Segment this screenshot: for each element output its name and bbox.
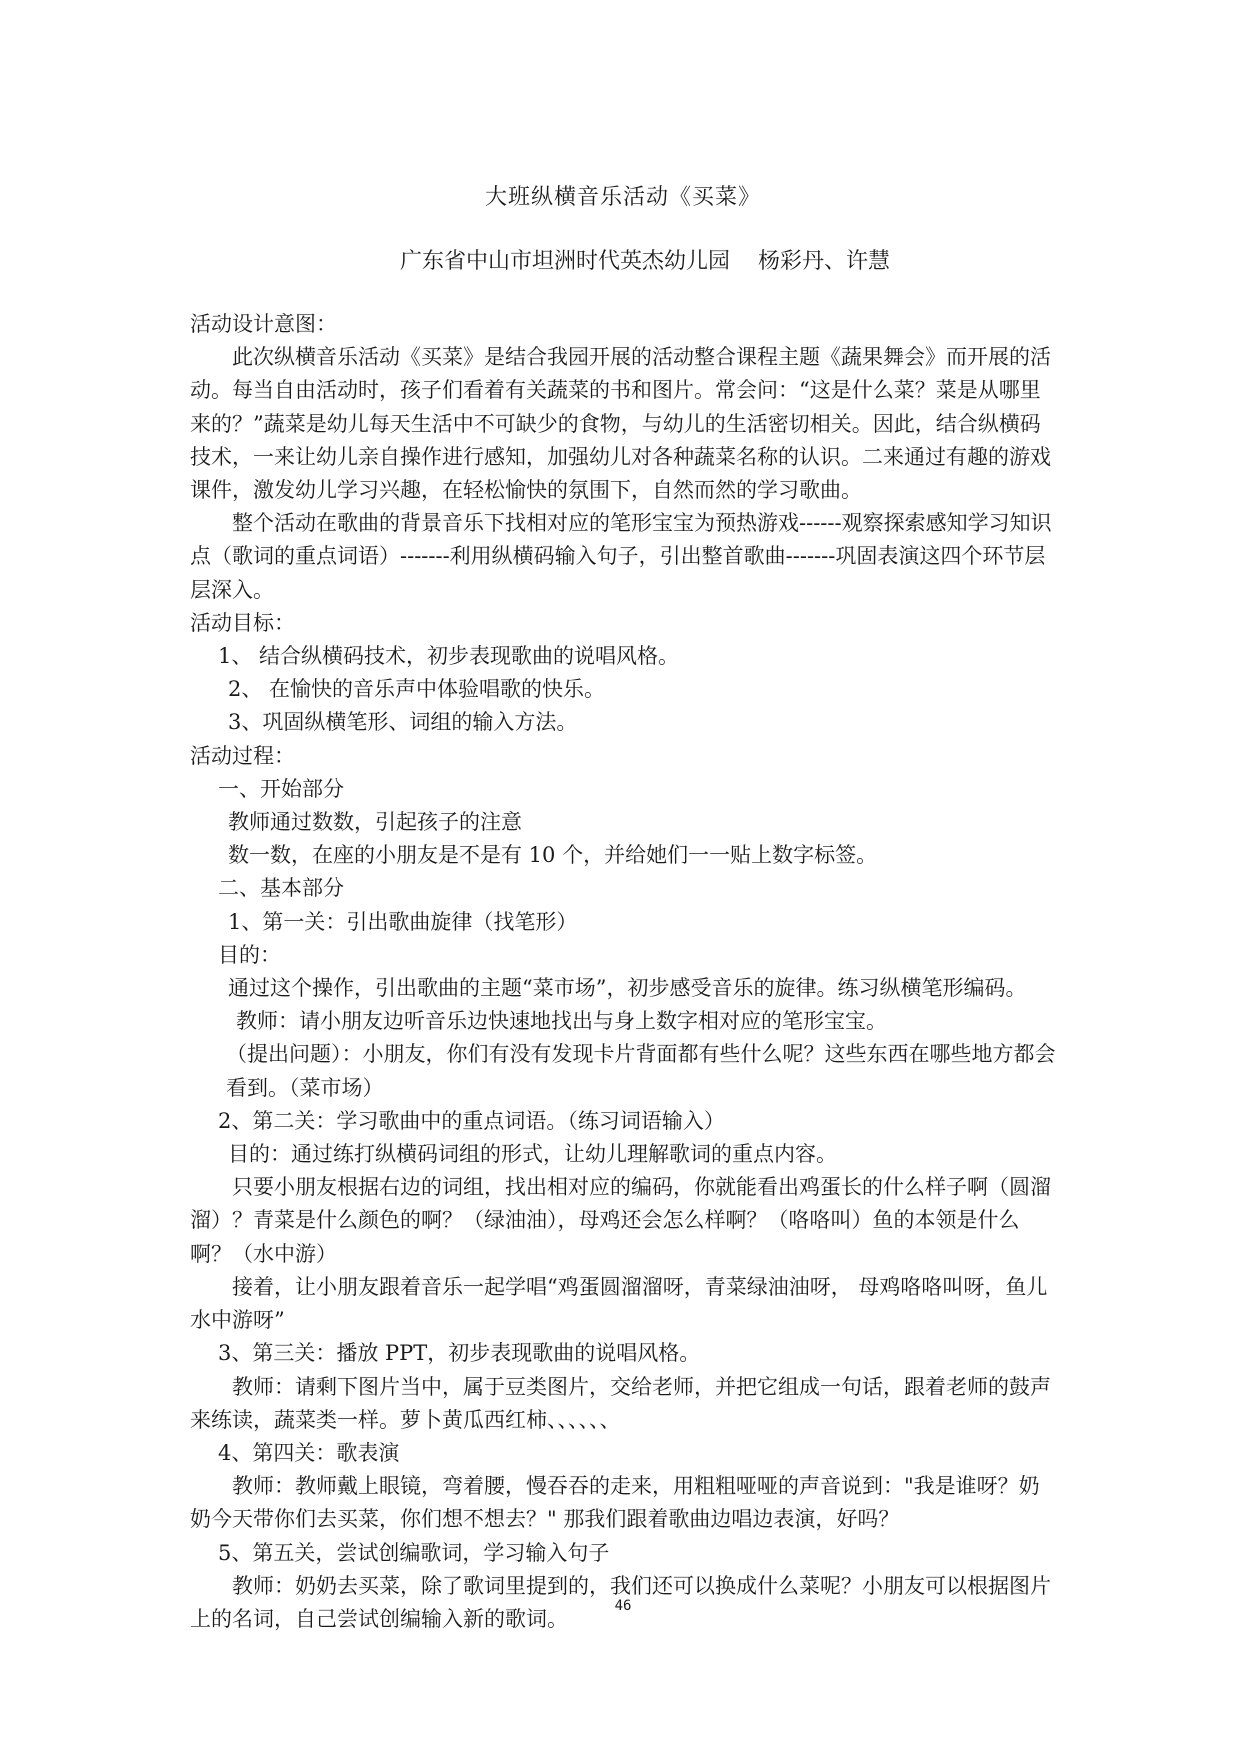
document-title: 大班纵横音乐活动《买菜》 xyxy=(484,185,761,210)
paragraph: 一、开始部分 xyxy=(218,776,344,801)
paragraph: 2、 在愉快的音乐声中体验唱歌的快乐。 xyxy=(228,677,606,702)
paragraph: 教师：请剩下图片当中，属于豆类图片，交给老师，并把它组成一句话，跟着老师的鼓声来练读，蔬菜类一样。萝卜黄瓜西红柿、、、、、、 xyxy=(190,1374,1051,1432)
paragraph: 2、第二关：学习歌曲中的重点词语。（练习词语输入） xyxy=(218,1108,725,1133)
paragraph: 二、基本部分 xyxy=(218,876,344,901)
paragraph: 教师：奶奶去买菜，除了歌词里提到的，我们还可以换成什么菜呢？小朋友可以根据图片上的名词，自己尝试创编输入新的歌词。 xyxy=(190,1573,1051,1631)
paragraph: 1、 结合纵横码技术，初步表现歌曲的说唱风格。 xyxy=(218,644,680,669)
paragraph: 活动设计意图： xyxy=(190,312,337,336)
paragraph: 此次纵横音乐活动《买菜》是结合我园开展的活动整合课程主题《蔬果舞会》而开展的活动。每当自由活动时，孩子们看着有关蔬菜的书和图片。常会问：“这是什么菜？菜是从哪里来的？”蔬菜是幼儿每天生活中不可缺少的食物，与幼儿的生活密切相关。因此，结合纵横码技术，一来让幼儿亲自操作进行感知，加强幼儿对各种蔬菜名称的认识。二来通过有趣的游戏课件，激发幼儿学习兴趣，在轻松愉快的氛围下，自然而然的学习歌曲。 xyxy=(190,345,1051,503)
paragraph: 目的：通过练打纵横码词组的形式，让幼儿理解歌词的重点内容。 xyxy=(228,1142,837,1167)
paragraph: 整个活动在歌曲的背景音乐下找相对应的笔形宝宝为预热游戏------观察探索感知学习知识点（歌词的重点词语）-------利用纵横码输入句子，引出整首歌曲-------巩固表演这四个环节层层深入。 xyxy=(190,511,1052,602)
page-number: 46 xyxy=(614,1598,632,1614)
paragraph: 活动过程： xyxy=(190,743,295,768)
paragraph: 只要小朋友根据右边的词组，找出相对应的编码，你就能看出鸡蛋长的什么样子啊（圆溜溜）？青菜是什么颜色的啊？（绿油油），母鸡还会怎么样啊？（咯咯叫）鱼的本领是什么啊？（水中游） xyxy=(190,1175,1051,1266)
document-body xyxy=(190,308,1060,1636)
paragraph: 3、第三关：播放 PPT，初步表现歌曲的说唱风格。 xyxy=(218,1341,701,1366)
paragraph: 目的： xyxy=(218,942,281,967)
paragraph: 教师：教师戴上眼镜，弯着腰，慢吞吞的走来，用粗粗哑哑的声音说到："我是谁呀？奶奶今天带你们去买菜，你们想不想去？" 那我们跟着歌曲边唱边表演，好吗？ xyxy=(190,1474,1040,1532)
paragraph: 5、第五关，尝试创编歌词，学习输入句子 xyxy=(218,1540,610,1565)
paragraph: 接着，让小朋友跟着音乐一起学唱“鸡蛋圆溜溜呀，青菜绿油油呀， 母鸡咯咯叫呀，鱼儿水中游呀” xyxy=(190,1274,1048,1333)
paragraph: 教师通过数数，引起孩子的注意 xyxy=(228,810,522,835)
paragraph: 数一数，在座的小朋友是不是有 10 个，并给她们一一贴上数字标签。 xyxy=(228,843,878,868)
document-authors: 广东省中山市坦洲时代英杰幼儿园 杨彩丹、许慧 xyxy=(400,249,890,274)
paragraph: 教师：请小朋友边听音乐边快速地找出与身上数字相对应的笔形宝宝。 xyxy=(236,1009,887,1034)
paragraph: 4、第四关：歌表演 xyxy=(218,1440,400,1465)
paragraph: 1、第一关：引出歌曲旋律（找笔形） xyxy=(228,909,578,934)
paragraph: 通过这个操作，引出歌曲的主题“菜市场”，初步感受音乐的旋律。练习纵横笔形编码。 xyxy=(228,976,1027,1001)
paragraph: （提出问题）：小朋友，你们有没有发现卡片背面都有些什么呢？这些东西在哪些地方都会看到。（菜市场） xyxy=(226,1042,1056,1100)
paragraph: 3、巩固纵横笔形、词组的输入方法。 xyxy=(228,710,578,735)
paragraph: 活动目标： xyxy=(190,610,295,635)
